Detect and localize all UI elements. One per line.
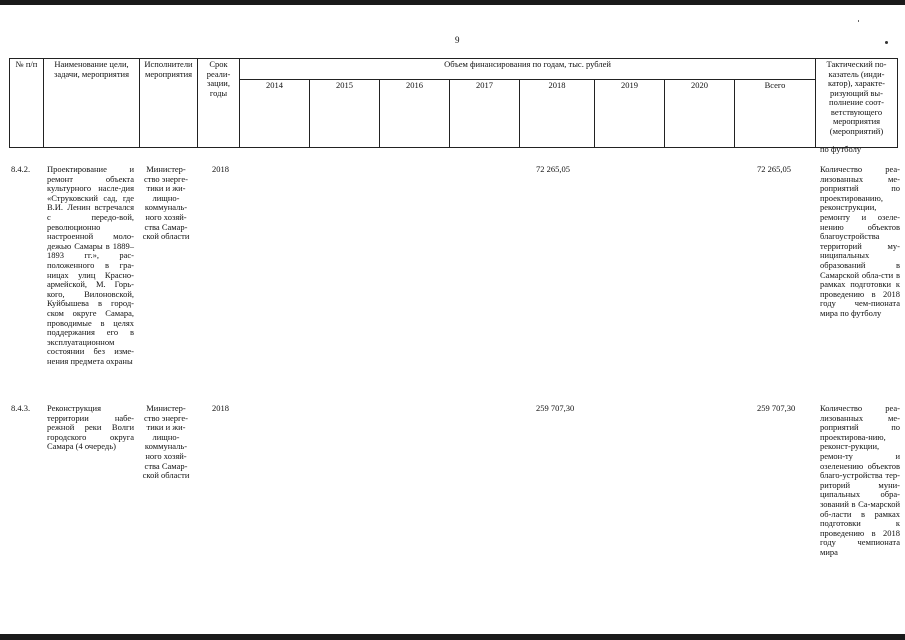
row-num: 8.4.2.	[11, 164, 31, 174]
year-total: Всего	[735, 79, 816, 147]
year-2014: 2014	[240, 79, 310, 147]
year-2018: 2018	[520, 79, 595, 147]
year-2017: 2017	[450, 79, 520, 147]
row-indicator: Количество реа-лизованных ме-роприятий по проектированию, реконструкции, ремонту и озеле-нению объектов благоустройства территорий му-ниципальных образований в Самарской обла-сти в рамках подготовки к проведению в 2018 году чем-пионата мира по футболу	[820, 164, 900, 318]
row-amount-2018: 259 707,30	[536, 403, 575, 413]
header-num: № п/п	[10, 59, 44, 148]
scan-bottom-border	[0, 634, 905, 640]
scan-top-border	[0, 0, 905, 5]
header-executor: Исполнители мероприятия	[140, 59, 198, 148]
scan-speck	[885, 41, 888, 44]
scan-speck	[858, 20, 859, 22]
header-funding: Объем финансирования по годам, тыс. рублей	[240, 59, 816, 80]
table-header	[9, 58, 898, 148]
row-amount-2018: 72 265,05	[536, 164, 570, 174]
row-executor: Министер-ство энерге-тики и жи-лищно-коммуналь-ного хозяй-ства Самар-ской области	[142, 164, 190, 242]
row-total: 72 265,05	[757, 164, 791, 174]
row-executor: Министер-ство энерге-тики и жи-лищно-коммуналь-ного хозяй-ства Самар-ской области	[142, 403, 190, 481]
year-2020: 2020	[665, 79, 735, 147]
indicator-carryover: по футболу	[820, 144, 862, 154]
header-indicator: Тактический по-казатель (инди-катор), характе-ризующий вы-полнение соот-ветствующего мероприятия (мероприятий)	[816, 59, 898, 148]
row-term: 2018	[212, 403, 229, 413]
year-2015: 2015	[310, 79, 380, 147]
header-term: Срок реали-зации, годы	[198, 59, 240, 148]
year-2016: 2016	[380, 79, 450, 147]
row-indicator: Количество реа-лизованных ме-роприятий по проектирова-нию, реконст-рукции, ремон-ту и озеленению объектов благо-устройства тер-риторий муни-ципальных обра-зований в Са-марской об-ласти в рамках подготовки к проведению в 2018 году чемпионата мира	[820, 403, 900, 557]
row-name: Реконструкция территории набе-режной реки Волги городского округа Самара (4 очередь)	[47, 403, 134, 452]
row-total: 259 707,30	[757, 403, 796, 413]
row-term: 2018	[212, 164, 229, 174]
header-name: Наименование цели, задачи, мероприятия	[44, 59, 140, 148]
row-num: 8.4.3.	[11, 403, 31, 413]
row-name: Проектирование и ремонт объекта культурного насле-дия «Струковский сад, где В.И. Ленин встречался с передо-вой, революционно настроенной моло-дежью Самары в 1889–1893 гг.», рас-положенного в гра-ницах улиц Красно-армейской, М. Горь-кого, Вилоновской, Куйбышева в город-ском округе Самара, проводимые в целях поддержания его в эксплуатационном состоянии без изме-нения предмета охраны	[47, 164, 134, 366]
page-number: 9	[455, 35, 460, 45]
year-2019: 2019	[595, 79, 665, 147]
